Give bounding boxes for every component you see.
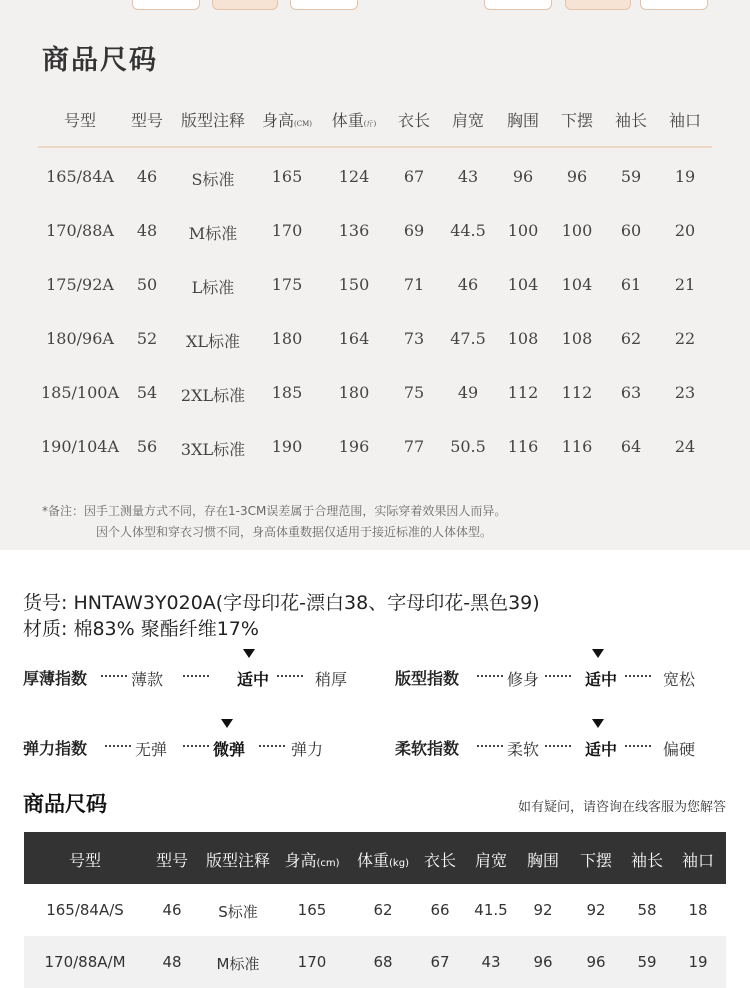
top-tab-4[interactable] bbox=[484, 0, 552, 10]
size-cell: 150 bbox=[338, 275, 370, 294]
size-row bbox=[0, 383, 750, 407]
size-cell: 46 bbox=[136, 167, 158, 186]
size-cell: 136 bbox=[338, 221, 370, 240]
size-cell: 75 bbox=[403, 383, 425, 402]
header-weight: 体重(斤) bbox=[331, 111, 377, 130]
elasticity-index-option: 微弹 bbox=[213, 740, 246, 759]
size-cell: 165 bbox=[271, 167, 303, 186]
note-line-2: 因个人体型和穿衣习惯不同，身高体重数据仅适用于接近标准的人体体型。 bbox=[96, 525, 493, 539]
selected-indicator-arrow-icon bbox=[221, 719, 233, 728]
fit-index bbox=[395, 666, 735, 692]
size-cell: L标准 bbox=[191, 278, 235, 297]
table-cell: 19 bbox=[688, 953, 708, 971]
dotted-separator bbox=[625, 745, 651, 747]
table-row bbox=[24, 884, 726, 936]
size-cell: 62 bbox=[620, 329, 642, 348]
dotted-separator bbox=[545, 745, 571, 747]
header-hem: 下摆 bbox=[560, 111, 594, 130]
size-cell: 185 bbox=[271, 383, 303, 402]
size-cell: 170 bbox=[271, 221, 303, 240]
size-cell: 60 bbox=[620, 221, 642, 240]
dotted-separator bbox=[183, 745, 209, 747]
dotted-separator bbox=[545, 675, 571, 677]
header-cuff: 袖口 bbox=[668, 111, 702, 130]
table-cell: 96 bbox=[533, 953, 553, 971]
selected-indicator-arrow-icon bbox=[243, 649, 255, 658]
size-cell: 108 bbox=[507, 329, 539, 348]
size-chart-title-2: 商品尺码 bbox=[23, 792, 107, 816]
size-cell: 67 bbox=[403, 167, 425, 186]
support-hint: 如有疑问，请咨询在线客服为您解答 bbox=[517, 800, 726, 815]
product-sku: 货号: HNTAW3Y020A(字母印花-漂白38、字母印花-黑色39) bbox=[23, 592, 540, 614]
top-tab-1[interactable] bbox=[132, 0, 200, 10]
size-row bbox=[0, 167, 750, 191]
size-cell: 63 bbox=[620, 383, 642, 402]
table-cell: 66 bbox=[430, 901, 450, 919]
table-cell: 41.5 bbox=[474, 901, 508, 919]
table-row bbox=[24, 936, 726, 988]
size-cell: 175 bbox=[271, 275, 303, 294]
softness-index-option: 柔软 bbox=[507, 740, 540, 759]
dotted-separator bbox=[105, 745, 131, 747]
size-cell: 104 bbox=[507, 275, 539, 294]
selected-indicator-arrow-icon bbox=[592, 719, 604, 728]
size-cell: 2XL标准 bbox=[180, 386, 246, 405]
size-cell: 108 bbox=[561, 329, 593, 348]
header-length: 衣长 bbox=[397, 111, 431, 130]
fit-index-label: 版型指数 bbox=[395, 669, 460, 688]
th-length: 衣长 bbox=[423, 851, 457, 870]
th-cuff: 袖口 bbox=[681, 851, 715, 870]
size-cell: 164 bbox=[338, 329, 370, 348]
header-sleeve: 袖长 bbox=[614, 111, 648, 130]
size-row bbox=[0, 329, 750, 353]
top-tab-6[interactable] bbox=[640, 0, 708, 10]
header-height: 身高(CM) bbox=[261, 111, 313, 130]
table-cell: 43 bbox=[481, 953, 501, 971]
size-cell: 49 bbox=[457, 383, 479, 402]
table-cell: 165/84A/S bbox=[46, 901, 124, 919]
header-size-code: 号型 bbox=[63, 111, 97, 130]
size-cell: 100 bbox=[561, 221, 593, 240]
th-weight: 体重(kg) bbox=[357, 851, 409, 870]
table-cell: 59 bbox=[637, 953, 657, 971]
size-cell: XL标准 bbox=[185, 332, 241, 351]
size-cell: 185/100A bbox=[40, 383, 120, 402]
table-cell: 170 bbox=[297, 953, 327, 971]
size-cell: 52 bbox=[136, 329, 158, 348]
dotted-separator bbox=[477, 675, 503, 677]
size-cell: 116 bbox=[561, 437, 593, 456]
size-cell: 112 bbox=[561, 383, 593, 402]
softness-index-label: 柔软指数 bbox=[395, 739, 460, 758]
softness-index-option: 适中 bbox=[585, 740, 618, 759]
size-cell: 124 bbox=[338, 167, 370, 186]
size-cell: 61 bbox=[620, 275, 642, 294]
size-cell: 21 bbox=[674, 275, 696, 294]
th-size-code: 号型 bbox=[68, 851, 102, 870]
table-cell: 68 bbox=[373, 953, 393, 971]
th-chest: 胸围 bbox=[526, 851, 560, 870]
size-cell: 196 bbox=[338, 437, 370, 456]
table-cell: 46 bbox=[162, 901, 182, 919]
table-cell: 58 bbox=[637, 901, 657, 919]
selected-indicator-arrow-icon bbox=[592, 649, 604, 658]
thickness-index-option: 稍厚 bbox=[315, 670, 348, 689]
table-cell: 170/88A/M bbox=[44, 953, 126, 971]
size-cell: 3XL标准 bbox=[180, 440, 246, 459]
header-fit-note: 版型注释 bbox=[180, 111, 246, 130]
size-cell: 59 bbox=[620, 167, 642, 186]
size-cell: 180/96A bbox=[46, 329, 114, 348]
product-material: 材质: 棉83% 聚酯纤维17% bbox=[23, 618, 259, 640]
table-cell: 92 bbox=[586, 901, 606, 919]
dotted-separator bbox=[625, 675, 651, 677]
size-cell: 48 bbox=[136, 221, 158, 240]
dotted-separator bbox=[277, 675, 303, 677]
size-cell: S标准 bbox=[191, 170, 235, 189]
softness-index-option: 偏硬 bbox=[663, 740, 696, 759]
th-hem: 下摆 bbox=[579, 851, 613, 870]
top-tab-5[interactable] bbox=[565, 0, 631, 10]
thickness-index-option: 适中 bbox=[237, 670, 270, 689]
size-cell: 190/104A bbox=[40, 437, 120, 456]
table-cell: 67 bbox=[430, 953, 450, 971]
dotted-separator bbox=[477, 745, 503, 747]
size-cell: 56 bbox=[136, 437, 158, 456]
size-cell: 190 bbox=[271, 437, 303, 456]
size-cell: 116 bbox=[507, 437, 539, 456]
size-cell: 96 bbox=[566, 167, 588, 186]
size-cell: 71 bbox=[403, 275, 425, 294]
size-cell: M标准 bbox=[188, 224, 238, 243]
size-row bbox=[0, 275, 750, 299]
top-tab-3[interactable] bbox=[290, 0, 358, 10]
table-cell: M标准 bbox=[216, 955, 260, 973]
dotted-separator bbox=[259, 745, 285, 747]
size-cell: 69 bbox=[403, 221, 425, 240]
table-cell: 18 bbox=[688, 901, 708, 919]
size-cell: 165/84A bbox=[46, 167, 114, 186]
size-cell: 47.5 bbox=[450, 329, 486, 348]
size-row bbox=[0, 221, 750, 245]
size-cell: 170/88A bbox=[46, 221, 114, 240]
size-cell: 50 bbox=[136, 275, 158, 294]
size-cell: 73 bbox=[403, 329, 425, 348]
elasticity-index-label: 弹力指数 bbox=[23, 739, 88, 758]
top-tab-2[interactable] bbox=[212, 0, 278, 10]
size-cell: 100 bbox=[507, 221, 539, 240]
table-cell: S标准 bbox=[218, 903, 258, 921]
size-cell: 96 bbox=[512, 167, 534, 186]
size-cell: 20 bbox=[674, 221, 696, 240]
size-cell: 77 bbox=[403, 437, 425, 456]
header-shoulder: 肩宽 bbox=[451, 111, 485, 130]
elasticity-index-option: 弹力 bbox=[291, 740, 324, 759]
size-cell: 46 bbox=[457, 275, 479, 294]
size-cell: 104 bbox=[561, 275, 593, 294]
header-model: 型号 bbox=[130, 111, 164, 130]
header-divider bbox=[38, 146, 712, 148]
size-cell: 50.5 bbox=[450, 437, 486, 456]
size-cell: 43 bbox=[457, 167, 479, 186]
dotted-separator bbox=[183, 675, 209, 677]
thickness-index-label: 厚薄指数 bbox=[23, 669, 88, 688]
th-shoulder: 肩宽 bbox=[474, 851, 508, 870]
dotted-separator bbox=[101, 675, 127, 677]
table-cell: 165 bbox=[297, 901, 327, 919]
elasticity-index-option: 无弹 bbox=[135, 740, 168, 759]
th-sleeve: 袖长 bbox=[630, 851, 664, 870]
table-cell: 96 bbox=[586, 953, 606, 971]
softness-index bbox=[395, 736, 735, 762]
fit-index-option: 宽松 bbox=[663, 670, 696, 689]
size-table-header bbox=[24, 832, 726, 884]
size-chart-title: 商品尺码 bbox=[42, 45, 158, 76]
size-cell: 175/92A bbox=[46, 275, 114, 294]
thickness-index bbox=[23, 666, 363, 692]
size-cell: 24 bbox=[674, 437, 696, 456]
note-line-1: *备注：因手工测量方式不同，存在1-3CM误差属于合理范围，实际穿着效果因人而异。 bbox=[42, 504, 507, 518]
table-cell: 62 bbox=[373, 901, 393, 919]
size-row bbox=[0, 437, 750, 461]
size-cell: 23 bbox=[674, 383, 696, 402]
size-cell: 180 bbox=[338, 383, 370, 402]
th-model: 型号 bbox=[155, 851, 189, 870]
size-cell: 54 bbox=[136, 383, 158, 402]
th-height: 身高(cm) bbox=[284, 851, 340, 870]
header-chest: 胸围 bbox=[506, 111, 540, 130]
size-chart-header bbox=[0, 108, 750, 144]
fit-index-option: 适中 bbox=[585, 670, 618, 689]
fit-index-option: 修身 bbox=[507, 670, 540, 689]
size-cell: 22 bbox=[674, 329, 696, 348]
thickness-index-option: 薄款 bbox=[131, 670, 164, 689]
th-fit-note: 版型注释 bbox=[205, 851, 271, 870]
top-tab-strip bbox=[0, 0, 750, 10]
elasticity-index bbox=[23, 736, 363, 762]
size-cell: 64 bbox=[620, 437, 642, 456]
size-cell: 112 bbox=[507, 383, 539, 402]
table-cell: 92 bbox=[533, 901, 553, 919]
size-cell: 44.5 bbox=[450, 221, 486, 240]
table-cell: 48 bbox=[162, 953, 182, 971]
size-cell: 180 bbox=[271, 329, 303, 348]
size-cell: 19 bbox=[674, 167, 696, 186]
